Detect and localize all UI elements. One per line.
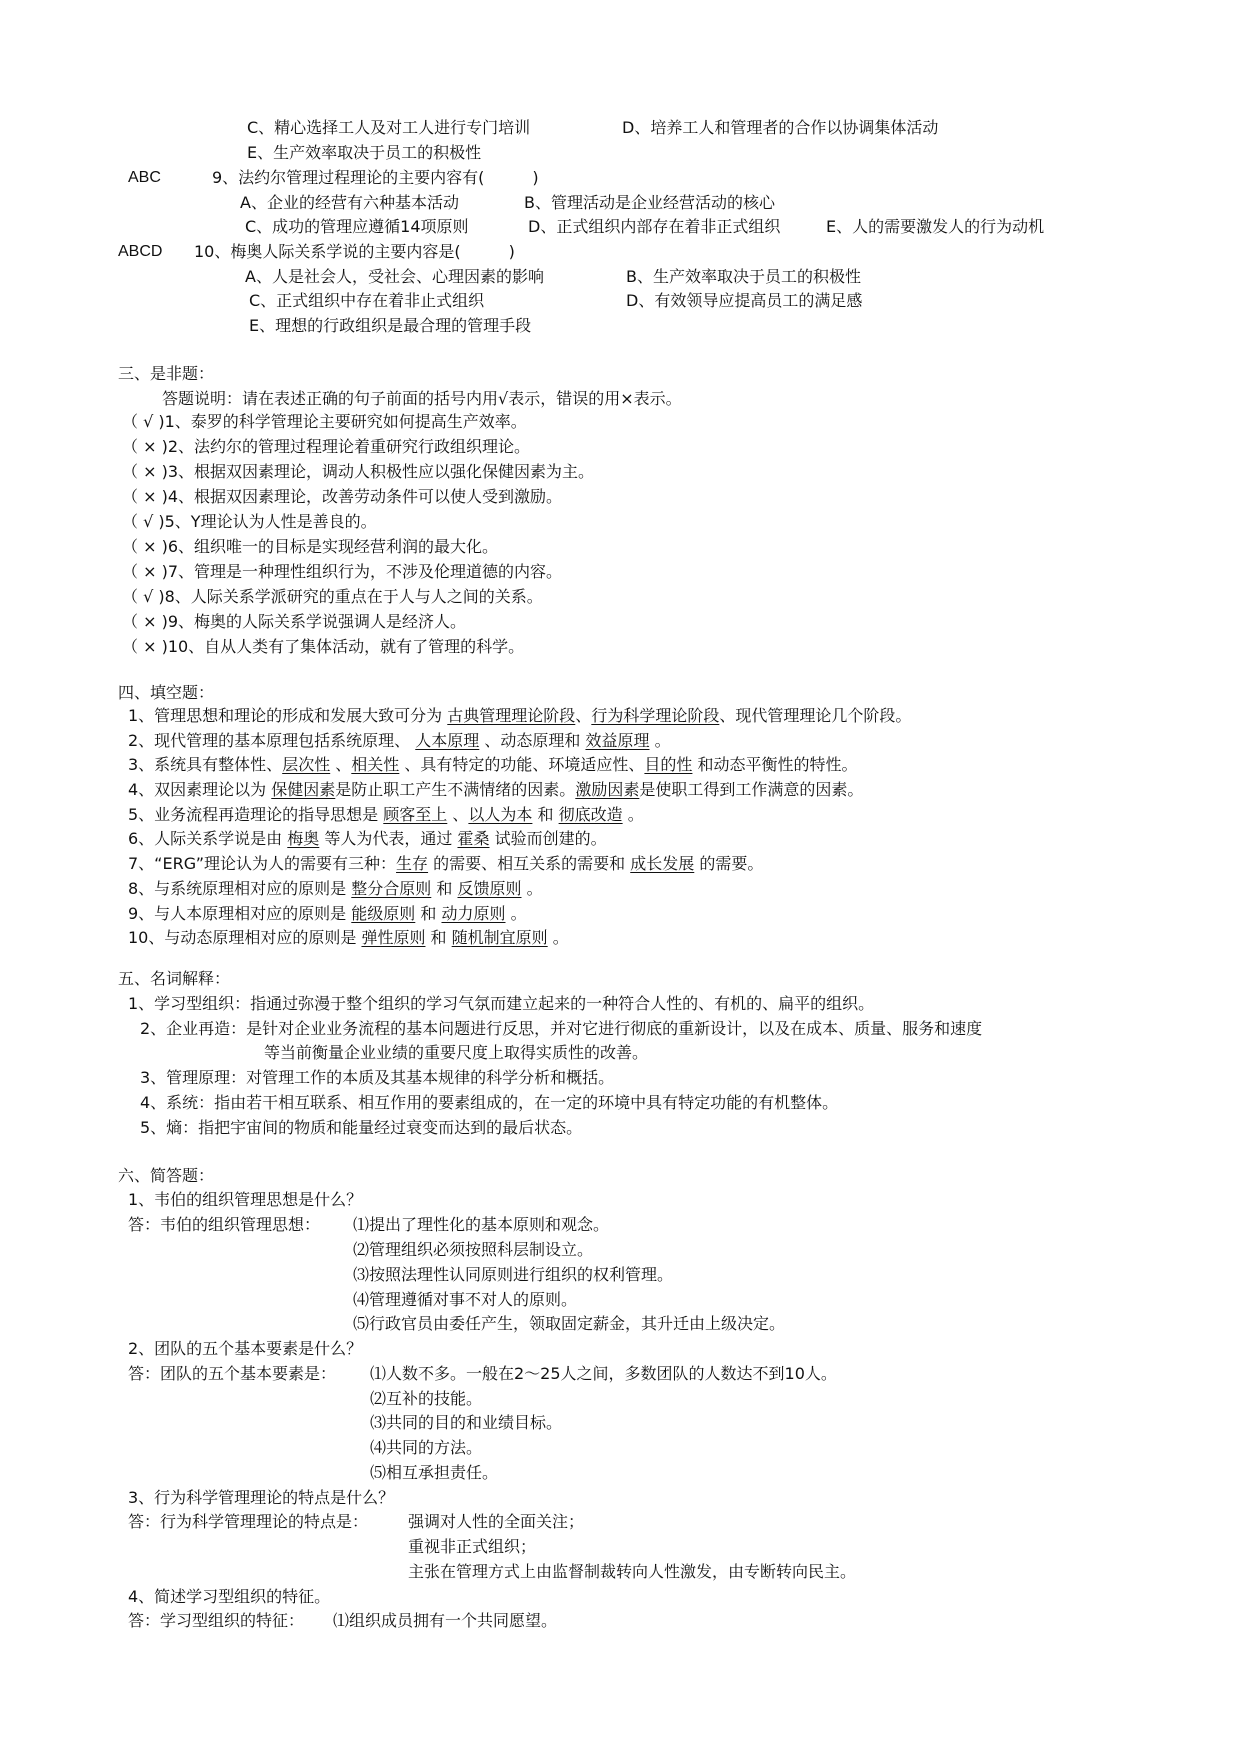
fill-answer: 弹性原则 (361, 928, 426, 948)
short-a1-point: ⑸行政官员由委任产生，领取固定薪金，其升迁由上级决定。 (353, 1314, 786, 1333)
fill-text: 和 (532, 804, 559, 824)
short-a3-point: 主张在管理方式上由监督制裁转向人性激发，由专断转向民主。 (408, 1562, 857, 1581)
short-a3-point: 强调对人性的全面关注； (408, 1512, 585, 1531)
fill-text: 、 (447, 804, 469, 824)
fill-text: 是防止职工产生不满情绪的因素。 (335, 780, 576, 800)
short-a1-point: ⑵管理组织必须按照科层制设立。 (353, 1240, 594, 1259)
fill-heading: 四、填空题： (118, 683, 215, 702)
fill-text: 6、人际关系学说是由 (128, 829, 288, 849)
fill-text: 2、现代管理的基本原理包括系统原理、 (128, 730, 416, 750)
term-2-cont: 等当前衡量企业业绩的重要尺度上取得实质性的改善。 (264, 1043, 649, 1062)
fill-answer: 能级原则 (351, 903, 416, 923)
q10-option-c: C、正式组织中存在着非止式组织 (249, 291, 485, 310)
short-q2: 2、团队的五个基本要素是什么？ (128, 1339, 363, 1358)
fill-answer: 效益原理 (585, 730, 650, 750)
tf-item: （ √ )8、人际关系学派研究的重点在于人与人之间的关系。 (122, 587, 543, 606)
short-a1-lead: 答：韦伯的组织管理思想： (128, 1215, 321, 1234)
fill-answer: 反馈原则 (457, 878, 522, 898)
fill-item (128, 928, 911, 953)
fill-text: 。 (649, 730, 671, 750)
fill-answer: 以人为本 (468, 804, 533, 824)
term-2: 2、企业再造：是针对企业业务流程的基本问题进行反思，并对它进行彻底的重新设计，以及在成本、质量、服务和速度 (140, 1019, 983, 1038)
fill-text: 和 (415, 903, 442, 923)
fill-text: 3、系统具有整体性、 (128, 755, 283, 775)
fill-item (128, 879, 911, 904)
term-5: 5、熵：指把宇宙间的物质和能量经过衰变而达到的最后状态。 (140, 1118, 583, 1137)
short-a3-point: 重视非正式组织； (408, 1537, 537, 1556)
fill-text: 和 (431, 878, 458, 898)
fill-item (128, 854, 911, 879)
q10-option-b: B、生产效率取决于员工的积极性 (626, 267, 861, 286)
fill-text: 和 (425, 928, 452, 948)
q10-option-d: D、有效领导应提高员工的满足感 (626, 291, 863, 310)
fill-item (128, 755, 911, 780)
fill-text: 和动态平衡性的特性。 (692, 755, 858, 775)
fill-answer: 古典管理理论阶段 (447, 706, 576, 725)
short-a1-point: ⑷管理遵循对事不对人的原则。 (353, 1290, 578, 1309)
tf-heading: 三、是非题： (118, 364, 215, 383)
q9-option-c: C、成功的管理应遵循14项原则 (245, 217, 469, 236)
fill-text: 是使职工得到工作满意的因素。 (639, 780, 864, 800)
fill-answer: 激励因素 (575, 780, 640, 800)
q10-answer: ABCD (118, 243, 163, 260)
fill-text: 1、管理思想和理论的形成和发展大致可分为 (128, 706, 448, 725)
short-a1-point: ⑶按照法理性认同原则进行组织的权利管理。 (353, 1265, 674, 1284)
fill-text: 、 (575, 706, 592, 725)
fill-answer: 整分合原则 (351, 878, 432, 898)
fill-answer: 霍桑 (457, 829, 490, 849)
fill-item (128, 829, 911, 854)
fill-text: 9、与人本原理相对应的原则是 (128, 903, 352, 923)
short-a4-lead: 答：学习型组织的特征： (128, 1611, 305, 1630)
term-3: 3、管理原理：对管理工作的本质及其基本规律的科学分析和概括。 (140, 1068, 615, 1087)
tf-item: （ × )10、自从人类有了集体活动，就有了管理的科学。 (122, 637, 525, 656)
fill-text: 。 (622, 804, 644, 824)
q9-option-b: B、管理活动是企业经营活动的核心 (524, 193, 775, 212)
terms-heading: 五、名词解释： (118, 969, 231, 988)
fill-item (128, 805, 911, 830)
fill-text: 、现代管理理论几个阶段。 (719, 706, 912, 725)
fill-item (128, 731, 911, 756)
tf-item: （ √ )1、泰罗的科学管理论主要研究如何提高生产效率。 (122, 412, 527, 431)
fill-item (128, 706, 911, 731)
fill-answer: 保健因素 (271, 780, 336, 800)
fill-text: 的需要。 (694, 854, 764, 874)
tf-item: （ × )4、根据双因素理论，改善劳动条件可以使人受到激励。 (122, 487, 563, 506)
q10-option-e: E、理想的行政组织是最合理的管理手段 (249, 316, 532, 335)
fill-text: 5、业务流程再造理论的指导思想是 (128, 804, 384, 824)
short-a2-point: ⑶共同的目的和业绩目标。 (370, 1413, 563, 1432)
fill-text: 。 (547, 928, 569, 948)
tf-item: （ × )9、梅奥的人际关系学说强调人是经济人。 (122, 612, 467, 631)
q10-stem: 10、梅奥人际关系学说的主要内容是( ) (194, 242, 515, 261)
short-a4-point: ⑴组织成员拥有一个共同愿望。 (333, 1611, 558, 1630)
fill-answer: 梅奥 (287, 829, 320, 849)
fill-text: 试验而创建的。 (489, 829, 607, 849)
fill-answer: 成长发展 (630, 854, 695, 874)
fill-answer: 目的性 (644, 755, 693, 775)
tf-item: （ × )2、法约尔的管理过程理论着重研究行政组织理论。 (122, 437, 531, 456)
fill-answer: 彻底改造 (558, 804, 623, 824)
q8-option-e: E、生产效率取决于员工的积极性 (247, 143, 482, 162)
fill-text: 、动态原理和 (479, 730, 586, 750)
tf-item: （ × )3、根据双因素理论，调动人积极性应以强化保健因素为主。 (122, 462, 595, 481)
tf-item: （ √ )5、Y理论认为人性是善良的。 (122, 512, 377, 531)
tf-item: （ × )6、组织唯一的目标是实现经营利润的最大化。 (122, 537, 499, 556)
q9-option-e: E、人的需要激发人的行为动机 (826, 217, 1045, 236)
fill-text: 的需要、相互关系的需要和 (428, 854, 631, 874)
q9-option-d: D、正式组织内部存在着非正式组织 (528, 217, 781, 236)
fill-text: 8、与系统原理相对应的原则是 (128, 878, 352, 898)
short-a2-point: ⑵互补的技能。 (370, 1389, 483, 1408)
fill-text: 、具有特定的功能、环境适应性、 (399, 755, 645, 775)
term-4: 4、系统：指由若干相互联系、相互作用的要素组成的，在一定的环境中具有特定功能的有机整体。 (140, 1093, 839, 1112)
q10-option-a: A、人是社会人，受社会、心理因素的影响 (245, 267, 544, 286)
fill-answer: 层次性 (282, 755, 331, 775)
tf-list (122, 412, 594, 662)
fill-text: 7、“ERG”理论认为人的需要有三种： (128, 854, 397, 874)
q8-option-d: D、培养工人和管理者的合作以协调集体活动 (622, 118, 939, 137)
fill-answer: 行为科学理论阶段 (591, 706, 720, 725)
fill-answer: 动力原则 (441, 903, 506, 923)
q9-option-a: A、企业的经营有六种基本活动 (240, 193, 459, 212)
fill-item (128, 780, 911, 805)
q9-answer: ABC (128, 169, 161, 186)
fill-answer: 生存 (396, 854, 429, 874)
fill-answer: 相关性 (351, 755, 400, 775)
short-a2-point: ⑴人数不多。一般在2～25人之间，多数团队的人数达不到10人。 (370, 1364, 837, 1383)
short-q1: 1、韦伯的组织管理思想是什么？ (128, 1190, 363, 1209)
q9-stem: 9、法约尔管理过程理论的主要内容有( ) (212, 168, 539, 187)
fill-item (128, 904, 911, 929)
short-a2-lead: 答：团队的五个基本要素是： (128, 1364, 337, 1383)
short-a1-point: ⑴提出了理性化的基本原则和观念。 (353, 1215, 610, 1234)
short-q3: 3、行为科学管理理论的特点是什么？ (128, 1488, 395, 1507)
fill-text: 、 (330, 755, 352, 775)
q8-option-c: C、精心选择工人及对工人进行专门培训 (247, 118, 531, 137)
short-q4: 4、简述学习型组织的特征。 (128, 1587, 331, 1606)
short-a2-point: ⑷共同的方法。 (370, 1438, 483, 1457)
tf-instruction: 答题说明：请在表述正确的句子前面的括号内用√表示，错误的用×表示。 (162, 389, 682, 408)
fill-text: 等人为代表，通过 (319, 829, 458, 849)
fill-text: 。 (505, 903, 527, 923)
short-heading: 六、简答题： (118, 1166, 215, 1185)
term-1: 1、学习型组织：指通过弥漫于整个组织的学习气氛而建立起来的一种符合人性的、有机的、扁平的组织。 (128, 994, 875, 1013)
fill-text: 。 (521, 878, 543, 898)
tf-item: （ × )7、管理是一种理性组织行为，不涉及伦理道德的内容。 (122, 562, 563, 581)
short-a2-point: ⑸相互承担责任。 (370, 1463, 499, 1482)
fill-answer: 人本原理 (415, 730, 480, 750)
fill-text: 4、双因素理论以为 (128, 780, 272, 800)
fill-text: 10、与动态原理相对应的原则是 (128, 928, 362, 948)
fill-answer: 随机制宜原则 (451, 928, 548, 948)
fill-answer: 顾客至上 (383, 804, 448, 824)
short-a3-lead: 答：行为科学管理理论的特点是： (128, 1512, 369, 1531)
fill-list (128, 706, 911, 953)
